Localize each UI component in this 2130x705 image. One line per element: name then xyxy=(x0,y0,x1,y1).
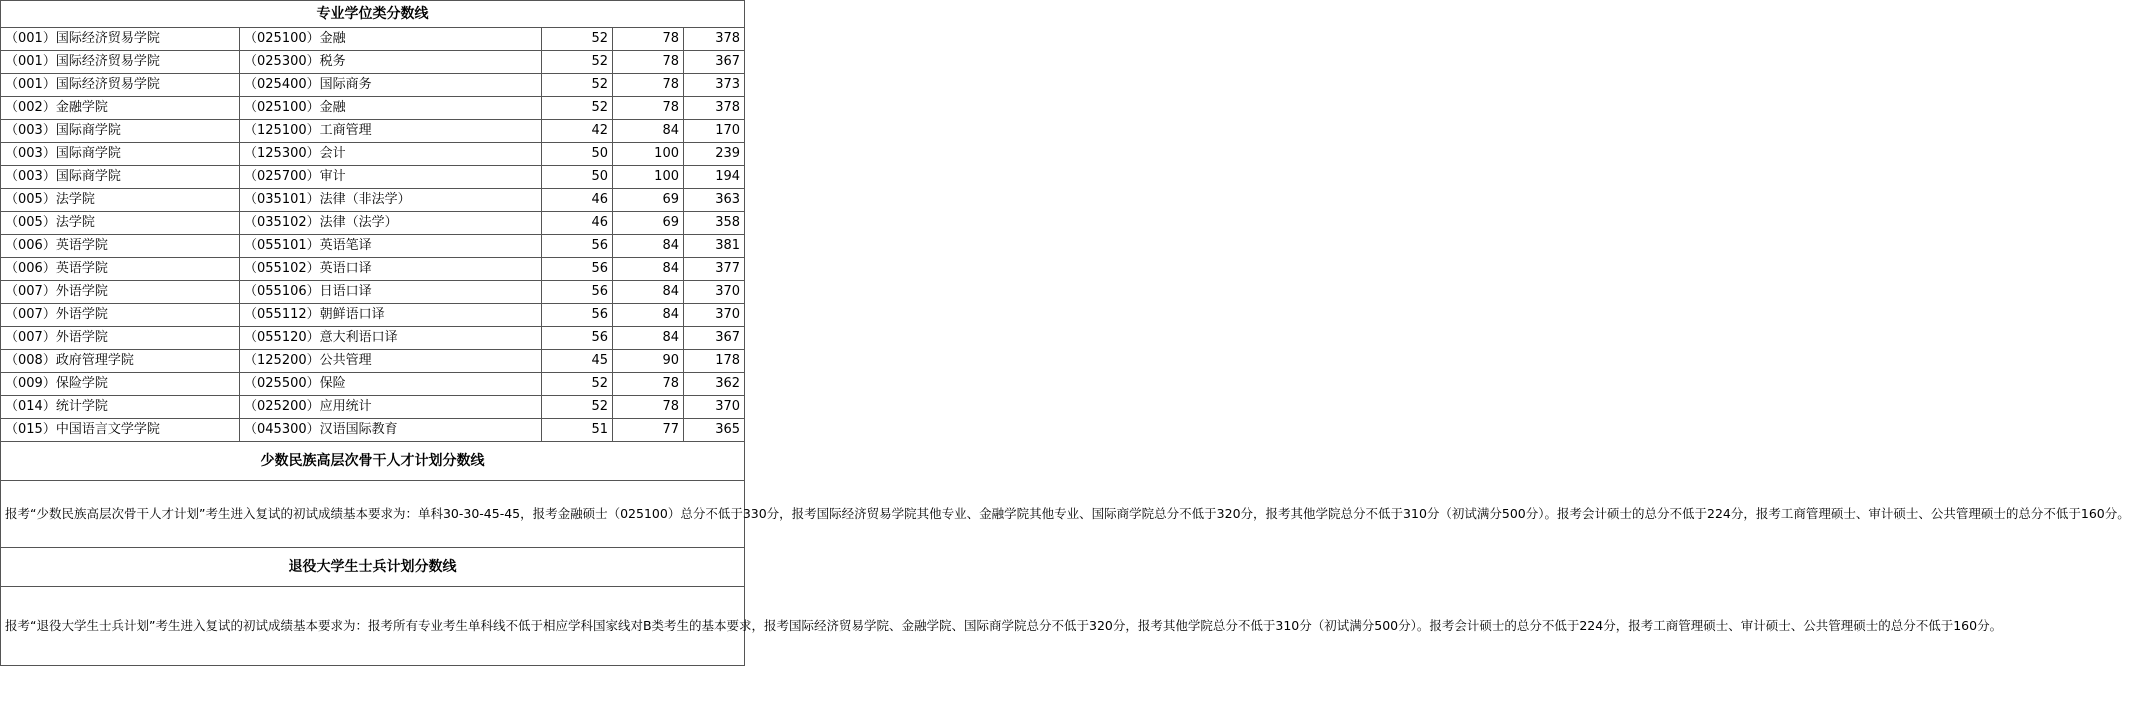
table-row xyxy=(1,350,745,373)
single-subject-150-score-cell: 84 xyxy=(613,281,684,304)
professional-section-title: 专业学位类分数线 xyxy=(1,1,745,28)
single-subject-150-score-cell: 84 xyxy=(613,327,684,350)
major-cell: （055101）英语笔译 xyxy=(240,235,542,258)
table-row xyxy=(1,143,745,166)
table-row xyxy=(1,166,745,189)
major-cell: （025200）应用统计 xyxy=(240,396,542,419)
single-subject-100-score-cell: 56 xyxy=(542,304,613,327)
single-subject-150-score-cell: 78 xyxy=(613,396,684,419)
college-cell: （008）政府管理学院 xyxy=(1,350,240,373)
single-subject-100-score-cell: 46 xyxy=(542,189,613,212)
minority-section-note-row xyxy=(1,481,745,548)
table-row xyxy=(1,281,745,304)
major-cell: （125200）公共管理 xyxy=(240,350,542,373)
single-subject-150-score-cell: 69 xyxy=(613,212,684,235)
table-row xyxy=(1,51,745,74)
college-cell: （001）国际经济贸易学院 xyxy=(1,74,240,97)
major-cell: （025400）国际商务 xyxy=(240,74,542,97)
college-cell: （015）中国语言文学学院 xyxy=(1,419,240,442)
total-score-cell: 370 xyxy=(684,281,745,304)
major-cell: （055120）意大利语口译 xyxy=(240,327,542,350)
college-cell: （007）外语学院 xyxy=(1,304,240,327)
table-row xyxy=(1,97,745,120)
major-cell: （055102）英语口译 xyxy=(240,258,542,281)
table-row xyxy=(1,74,745,97)
single-subject-100-score-cell: 50 xyxy=(542,143,613,166)
veteran-section-title-row xyxy=(1,548,745,587)
single-subject-100-score-cell: 52 xyxy=(542,373,613,396)
college-cell: （005）法学院 xyxy=(1,189,240,212)
single-subject-150-score-cell: 78 xyxy=(613,97,684,120)
single-subject-150-score-cell: 100 xyxy=(613,143,684,166)
single-subject-150-score-cell: 84 xyxy=(613,304,684,327)
table-row xyxy=(1,258,745,281)
college-cell: （007）外语学院 xyxy=(1,327,240,350)
single-subject-100-score-cell: 52 xyxy=(542,51,613,74)
minority-section-title: 少数民族高层次骨干人才计划分数线 xyxy=(1,442,745,481)
table-row xyxy=(1,235,745,258)
score-table-body xyxy=(1,1,2130,666)
single-subject-100-score-cell: 51 xyxy=(542,419,613,442)
total-score-cell: 381 xyxy=(684,235,745,258)
table-row xyxy=(1,396,745,419)
college-cell: （003）国际商学院 xyxy=(1,120,240,143)
major-cell: （035102）法律（法学） xyxy=(240,212,542,235)
college-cell: （007）外语学院 xyxy=(1,281,240,304)
single-subject-100-score-cell: 56 xyxy=(542,258,613,281)
major-cell: （025100）金融 xyxy=(240,97,542,120)
table-row xyxy=(1,189,745,212)
total-score-cell: 363 xyxy=(684,189,745,212)
single-subject-150-score-cell: 78 xyxy=(613,28,684,51)
table-row xyxy=(1,28,745,51)
minority-section-title-row xyxy=(1,442,745,481)
major-cell: （055106）日语口译 xyxy=(240,281,542,304)
college-cell: （005）法学院 xyxy=(1,212,240,235)
single-subject-100-score-cell: 45 xyxy=(542,350,613,373)
single-subject-150-score-cell: 69 xyxy=(613,189,684,212)
major-cell: （035101）法律（非法学） xyxy=(240,189,542,212)
total-score-cell: 178 xyxy=(684,350,745,373)
single-subject-150-score-cell: 78 xyxy=(613,373,684,396)
total-score-cell: 378 xyxy=(684,97,745,120)
single-subject-150-score-cell: 84 xyxy=(613,258,684,281)
single-subject-100-score-cell: 42 xyxy=(542,120,613,143)
table-row xyxy=(1,373,745,396)
major-cell: （025700）审计 xyxy=(240,166,542,189)
total-score-cell: 358 xyxy=(684,212,745,235)
veteran-section-note: 报考“退役大学生士兵计划”考生进入复试的初试成绩基本要求为：报考所有专业考生单科线不低于相应学科国家线对B类考生的基本要求，报考国际经济贸易学院、金融学院、国际商学院总分不低于320分，报考其他学院总分不低于310分（初试满分500分）。报考会计硕士的总分不低于224分，报考工商管理硕士、审计硕士、公共管理硕士的总分不低于160分。 xyxy=(1,587,745,666)
single-subject-100-score-cell: 56 xyxy=(542,235,613,258)
total-score-cell: 170 xyxy=(684,120,745,143)
single-subject-150-score-cell: 90 xyxy=(613,350,684,373)
single-subject-100-score-cell: 52 xyxy=(542,74,613,97)
single-subject-100-score-cell: 56 xyxy=(542,327,613,350)
total-score-cell: 239 xyxy=(684,143,745,166)
single-subject-100-score-cell: 46 xyxy=(542,212,613,235)
college-cell: （003）国际商学院 xyxy=(1,166,240,189)
major-cell: （055112）朝鲜语口译 xyxy=(240,304,542,327)
total-score-cell: 370 xyxy=(684,304,745,327)
single-subject-100-score-cell: 52 xyxy=(542,28,613,51)
college-cell: （001）国际经济贸易学院 xyxy=(1,28,240,51)
table-row xyxy=(1,327,745,350)
veteran-section-note-row xyxy=(1,587,745,666)
single-subject-150-score-cell: 84 xyxy=(613,120,684,143)
table-row xyxy=(1,304,745,327)
total-score-cell: 373 xyxy=(684,74,745,97)
college-cell: （009）保险学院 xyxy=(1,373,240,396)
total-score-cell: 367 xyxy=(684,327,745,350)
minority-section-note: 报考“少数民族高层次骨干人才计划”考生进入复试的初试成绩基本要求为：单科30-30-45-45，报考金融硕士（025100）总分不低于330分，报考国际经济贸易学院其他专业、金融学院其他专业、国际商学院总分不低于320分，报考其他学院总分不低于310分（初试满分500分）。报考会计硕士的总分不低于224分，报考工商管理硕士、审计硕士、公共管理硕士的总分不低于160分。 xyxy=(1,481,745,548)
major-cell: （125100）工商管理 xyxy=(240,120,542,143)
single-subject-100-score-cell: 56 xyxy=(542,281,613,304)
major-cell: （025100）金融 xyxy=(240,28,542,51)
single-subject-150-score-cell: 78 xyxy=(613,51,684,74)
college-cell: （006）英语学院 xyxy=(1,258,240,281)
section-header-row xyxy=(1,1,745,28)
table-row xyxy=(1,120,745,143)
college-cell: （003）国际商学院 xyxy=(1,143,240,166)
single-subject-100-score-cell: 50 xyxy=(542,166,613,189)
major-cell: （025300）税务 xyxy=(240,51,542,74)
single-subject-150-score-cell: 77 xyxy=(613,419,684,442)
single-subject-100-score-cell: 52 xyxy=(542,97,613,120)
single-subject-150-score-cell: 78 xyxy=(613,74,684,97)
total-score-cell: 362 xyxy=(684,373,745,396)
single-subject-150-score-cell: 100 xyxy=(613,166,684,189)
major-cell: （025500）保险 xyxy=(240,373,542,396)
single-subject-100-score-cell: 52 xyxy=(542,396,613,419)
total-score-cell: 377 xyxy=(684,258,745,281)
college-cell: （002）金融学院 xyxy=(1,97,240,120)
total-score-cell: 365 xyxy=(684,419,745,442)
college-cell: （006）英语学院 xyxy=(1,235,240,258)
college-cell: （001）国际经济贸易学院 xyxy=(1,51,240,74)
major-cell: （045300）汉语国际教育 xyxy=(240,419,542,442)
table-row xyxy=(1,212,745,235)
total-score-cell: 370 xyxy=(684,396,745,419)
total-score-cell: 378 xyxy=(684,28,745,51)
total-score-cell: 367 xyxy=(684,51,745,74)
major-cell: （125300）会计 xyxy=(240,143,542,166)
table-row xyxy=(1,419,745,442)
single-subject-150-score-cell: 84 xyxy=(613,235,684,258)
veteran-section-title: 退役大学生士兵计划分数线 xyxy=(1,548,745,587)
college-cell: （014）统计学院 xyxy=(1,396,240,419)
total-score-cell: 194 xyxy=(684,166,745,189)
